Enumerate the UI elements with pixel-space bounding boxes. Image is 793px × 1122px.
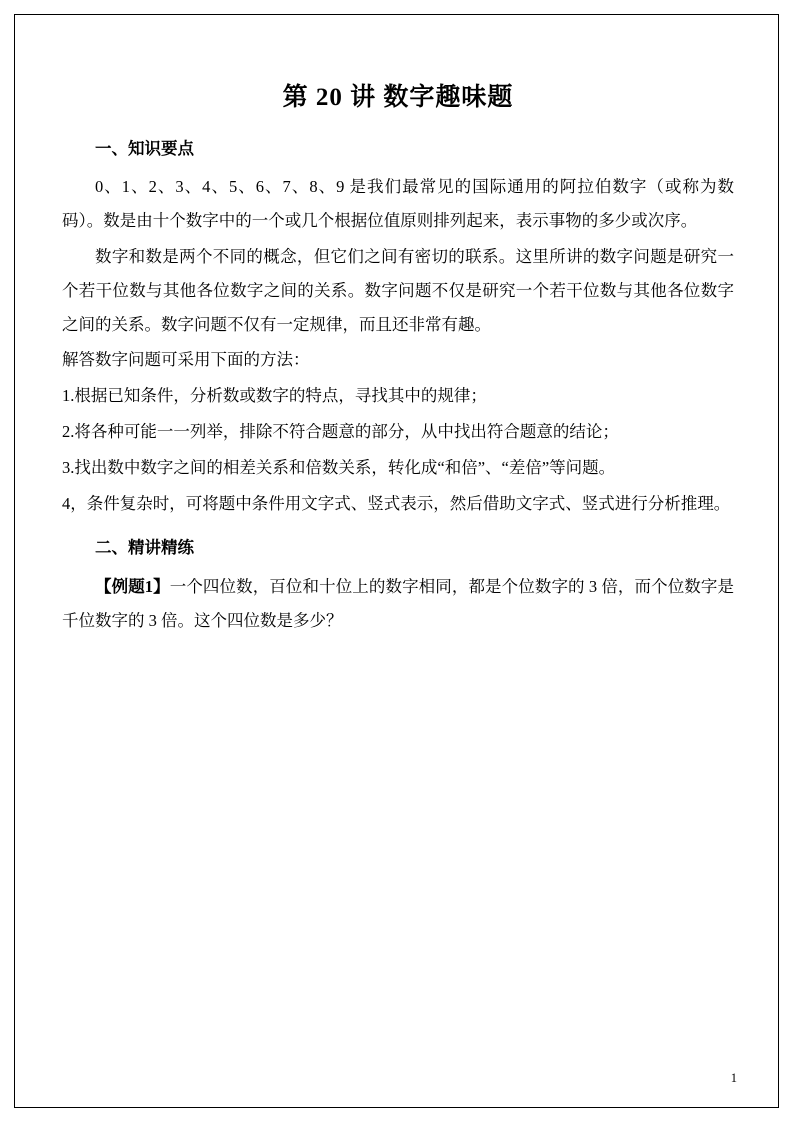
example-1-text: 一个四位数，百位和十位上的数字相同，都是个位数字的 3 倍，而个位数字是千位数字的 3 倍。这个四位数是多少？ <box>62 576 735 630</box>
section-heading-knowledge-points: 一、知识要点 <box>95 139 194 158</box>
page-title: 第 20 讲 数字趣味题 <box>282 84 514 111</box>
paragraph-methods-intro: 解答数字问题可采用下面的方法： <box>62 350 310 370</box>
paragraph-digit-vs-number: 数字和数是两个不同的概念，但它们之间有密切的联系。这里所讲的数字问题是研究一个若干位数与其他各位数字之间的关系。数字问题不仅是研究一个若干位数与其他各位数字之间的关系。数字问题不仅有一定规律，而且还非常有趣。 <box>62 246 734 334</box>
paragraph-method-1: 1.根据已知条件，分析数或数字的特点，寻找其中的规律； <box>62 386 487 406</box>
page-number: 1 <box>730 1071 737 1085</box>
paragraph-digits-intro: 0、1、2、3、4、5、6、7、8、9 是我们最常见的国际通用的阿拉伯数字（或称为数码）。数是由十个数字中的一个或几个根据位值原则排列起来，表示事物的多少或次序。 <box>62 177 734 231</box>
paragraph-method-4: 4，条件复杂时，可将题中条件用文字式、竖式表示，然后借助文字式、竖式进行分析推理。 <box>62 493 731 513</box>
section-heading-examples: 二、精讲精练 <box>95 538 194 558</box>
example-1-block <box>62 570 734 638</box>
paragraph-method-2: 2.将各种可能一一列举，排除不符合题意的部分，从中找出符合题意的结论； <box>62 422 619 442</box>
document-content <box>62 58 734 639</box>
paragraph-method-3: 3.找出数中数字之间的相差关系和倍数关系，转化成“和倍”、“差倍”等问题。 <box>62 457 616 477</box>
example-1-label: 【例题1】 <box>95 576 170 596</box>
